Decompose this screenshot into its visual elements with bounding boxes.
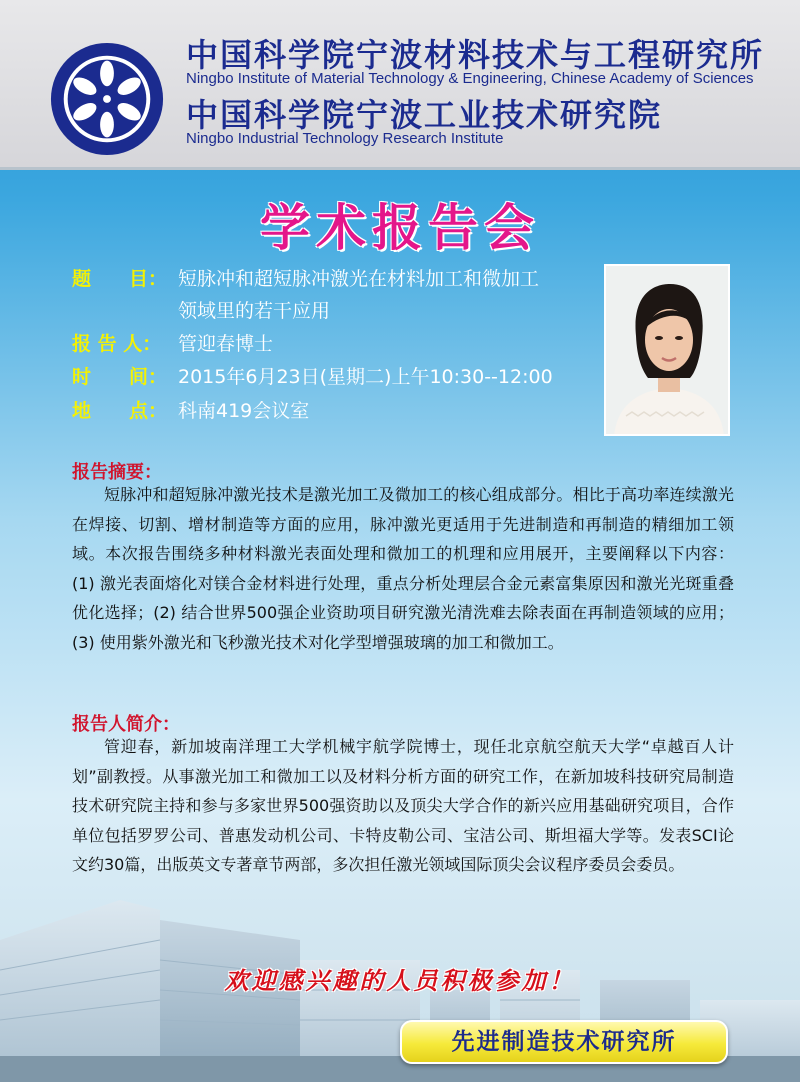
time-label: 时 间： bbox=[72, 366, 168, 388]
place-value: 科南419会议室 bbox=[178, 400, 310, 422]
place-row bbox=[72, 396, 309, 423]
institute-name-en-2: Ningbo Industrial Technology Research Institute bbox=[186, 130, 504, 147]
speaker-label: 报 告 人： bbox=[72, 333, 162, 355]
topic-label: 题 目： bbox=[72, 268, 168, 290]
topic-row bbox=[72, 264, 539, 291]
cas-logo-icon bbox=[48, 40, 166, 158]
time-value: 2015年6月23日(星期二)上午10:30--12:00 bbox=[178, 366, 553, 388]
institute-name-cn-1: 中国科学院宁波材料技术与工程研究所 bbox=[186, 36, 765, 74]
header-banner bbox=[0, 0, 800, 170]
bio-text: 管迎春，新加坡南洋理工大学机械宇航学院博士，现任北京航空航天大学“卓越百人计划”副教授。从事激光加工和微加工以及材料分析方面的研究工作，在新加坡科技研究局制造技术研究院主持和参与多家世界500强资助以及顶尖大学合作的新兴应用基础研究项目，合作单位包括罗罗公司、普惠发动机公司、卡特皮勒公司、宝洁公司、斯坦福大学等。发表SCI论文约30篇，出版英文专著章节两部，多次担任激光领域国际顶尖会议程序委员会委员。 bbox=[72, 737, 734, 874]
abstract-text: 短脉冲和超短脉冲激光技术是激光加工及微加工的核心组成部分。相比于高功率连续激光在焊接、切割、增材制造等方面的应用，脉冲激光更适用于先进制造和再制造的精细加工领域。本次报告围绕多种材料激光表面处理和微加工的机理和应用展开，主要阐释以下内容：(1) 激光表面熔化对镁合金材料进行处理，重点分析处理层合金元素富集原因和激光光斑重叠优化选择；(2) 结合世界500强企业资助项目研究激光清洗难去除表面在再制造领域的应用；(3) 使用紫外激光和飞秒激光技术对化学型增强玻璃的加工和微加工。 bbox=[72, 485, 734, 652]
speaker-photo bbox=[604, 264, 730, 436]
speaker-row bbox=[72, 329, 273, 356]
institute-name-en-1: Ningbo Institute of Material Technology & Engineering, Chinese Academy of Sciences bbox=[186, 70, 754, 87]
speaker-value: 管迎春博士 bbox=[178, 333, 274, 355]
institute-name-cn-2: 中国科学院宁波工业技术研究院 bbox=[186, 96, 663, 134]
department-badge: 先进制造技术研究所 bbox=[400, 1020, 728, 1064]
topic-value-line1: 短脉冲和超短脉冲激光在材料加工和微加工 bbox=[178, 268, 540, 290]
topic-value-line2: 领域里的若干应用 bbox=[178, 300, 331, 322]
place-label: 地 点： bbox=[72, 400, 168, 422]
poster-title: 学术报告会 bbox=[260, 198, 540, 257]
time-row bbox=[72, 362, 553, 389]
abstract-title: 报告摘要： bbox=[72, 462, 162, 483]
bio-title: 报告人简介： bbox=[72, 714, 180, 735]
welcome-message: 欢迎感兴趣的人员积极参加！ bbox=[224, 966, 576, 995]
